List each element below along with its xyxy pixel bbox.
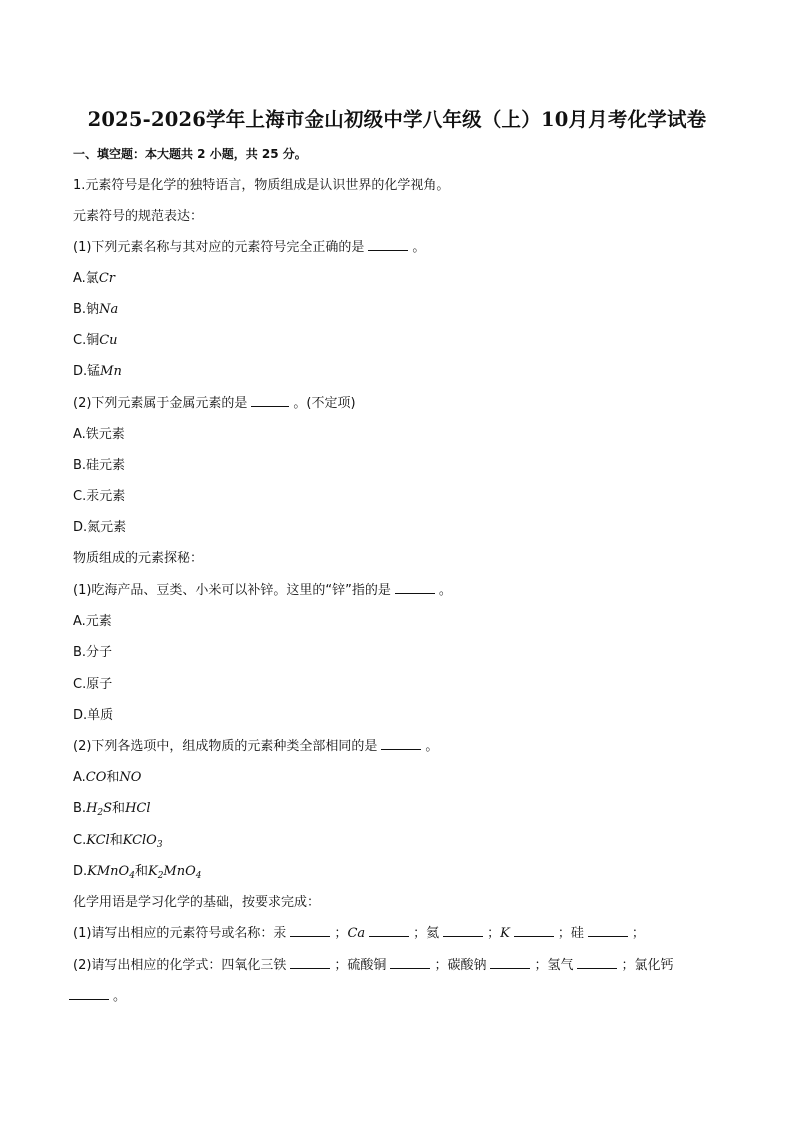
part-2-title: 物质组成的元素探秘： bbox=[73, 551, 204, 566]
option-d bbox=[73, 363, 122, 381]
answer-blank[interactable] bbox=[514, 925, 554, 937]
part-3-question-2-continued bbox=[69, 988, 126, 1006]
part-1-question-1 bbox=[73, 239, 425, 257]
question-tail: 。 bbox=[425, 739, 439, 754]
part-2-question-1 bbox=[73, 582, 452, 600]
part-3-title: 化学用语是学习化学的基础，按要求完成： bbox=[73, 895, 321, 910]
option-label: D.锰 bbox=[73, 364, 101, 379]
subscript: 2 bbox=[97, 808, 104, 818]
option-a bbox=[73, 270, 115, 288]
option-b: B.硅元素 bbox=[73, 458, 126, 473]
question-stem: (2)下列元素属于金属元素的是 bbox=[73, 396, 248, 411]
formula: NO bbox=[119, 770, 142, 785]
answer-blank[interactable] bbox=[290, 957, 330, 969]
answer-blank[interactable] bbox=[290, 925, 330, 937]
subscript: 4 bbox=[195, 871, 202, 881]
formula: CO bbox=[85, 770, 107, 785]
option-c bbox=[73, 832, 163, 850]
formula bbox=[123, 833, 163, 848]
answer-blank[interactable] bbox=[368, 239, 408, 251]
separator: ；硅 bbox=[557, 926, 584, 941]
option-label: B.钠 bbox=[73, 302, 100, 317]
option-c bbox=[73, 332, 118, 350]
option-b bbox=[73, 800, 151, 818]
option-b bbox=[73, 301, 118, 319]
element-symbol: Mn bbox=[100, 364, 122, 379]
option-b: B.分子 bbox=[73, 645, 113, 660]
separator: ； bbox=[631, 926, 645, 941]
answer-blank[interactable] bbox=[369, 925, 409, 937]
option-label: C.铜 bbox=[73, 333, 100, 348]
separator: ；碳酸钠 bbox=[434, 958, 487, 973]
formula-part: KClO bbox=[122, 833, 157, 848]
formula-part: S bbox=[103, 801, 113, 816]
separator: ；氦 bbox=[413, 926, 440, 941]
separator: ；氢气 bbox=[534, 958, 574, 973]
question-stem: (1)吃海产品、豆类、小米可以补锌。这里的“锌”指的是 bbox=[73, 583, 391, 598]
formula-part: KMnO bbox=[87, 864, 130, 879]
question-stem: (1)请写出相应的元素符号或名称：汞 bbox=[73, 926, 287, 941]
formula bbox=[86, 801, 112, 816]
question-stem: (2)下列各选项中，组成物质的元素种类全部相同的是 bbox=[73, 739, 378, 754]
answer-blank[interactable] bbox=[577, 957, 617, 969]
separator: ；氯化钙 bbox=[621, 958, 674, 973]
element-symbol: Ca bbox=[347, 926, 366, 941]
separator: 。 bbox=[113, 989, 127, 1004]
subscript: 4 bbox=[129, 871, 135, 881]
exam-title: 2025-2026学年上海市金山初级中学八年级（上）10月月考化学试卷 bbox=[87, 108, 707, 131]
question-stem: (2)请写出相应的化学式：四氧化三铁 bbox=[73, 958, 287, 973]
option-label: A.氯 bbox=[73, 271, 99, 286]
separator: ； bbox=[334, 926, 348, 941]
option-label: D. bbox=[73, 864, 88, 879]
question-tail: 。 bbox=[412, 240, 426, 255]
element-symbol: Na bbox=[99, 302, 119, 317]
option-label: A. bbox=[73, 770, 86, 785]
conjunction: 和 bbox=[134, 864, 148, 879]
answer-blank[interactable] bbox=[390, 957, 430, 969]
part-3-question-1 bbox=[73, 925, 645, 943]
answer-blank[interactable] bbox=[443, 925, 483, 937]
option-d: D.单质 bbox=[73, 708, 114, 723]
element-symbol: Cr bbox=[98, 271, 115, 286]
answer-blank[interactable] bbox=[395, 582, 435, 594]
option-c: C.汞元素 bbox=[73, 489, 126, 504]
formula-part: H bbox=[86, 801, 98, 816]
question-stem: (1)下列元素名称与其对应的元素符号完全正确的是 bbox=[73, 240, 365, 255]
option-d bbox=[73, 863, 202, 881]
option-a: A.元素 bbox=[73, 614, 112, 629]
formula: KCl bbox=[86, 833, 110, 848]
formula bbox=[148, 864, 202, 879]
section-header: 一、填空题：本大题共 2 小题，共 25 分。 bbox=[73, 147, 307, 161]
part-1-title: 元素符号的规范表达： bbox=[73, 209, 204, 224]
element-symbol: Cu bbox=[99, 333, 118, 348]
question-tail: 。 bbox=[438, 583, 452, 598]
question-tail: 。(不定项) bbox=[293, 396, 356, 411]
option-d: D.氮元素 bbox=[73, 520, 127, 535]
answer-blank[interactable] bbox=[251, 395, 289, 407]
question-1-intro: 1.元素符号是化学的独特语言，物质组成是认识世界的化学视角。 bbox=[73, 178, 450, 193]
part-1-question-2 bbox=[73, 395, 356, 413]
answer-blank[interactable] bbox=[381, 738, 421, 750]
option-label: B. bbox=[73, 801, 87, 816]
subscript: 3 bbox=[156, 840, 163, 850]
part-2-question-2 bbox=[73, 738, 438, 756]
separator: ；硫酸铜 bbox=[334, 958, 387, 973]
option-label: C. bbox=[73, 833, 87, 848]
formula: HCl bbox=[125, 801, 151, 816]
option-a bbox=[73, 769, 141, 787]
formula-part: K bbox=[147, 864, 158, 879]
answer-blank[interactable] bbox=[588, 925, 628, 937]
conjunction: 和 bbox=[112, 801, 126, 816]
formula bbox=[87, 864, 135, 879]
conjunction: 和 bbox=[106, 770, 120, 785]
element-symbol: K bbox=[500, 926, 510, 941]
separator: ； bbox=[487, 926, 501, 941]
formula-part: MnO bbox=[163, 864, 196, 879]
conjunction: 和 bbox=[109, 833, 123, 848]
option-c: C.原子 bbox=[73, 677, 113, 692]
part-3-question-2 bbox=[73, 957, 673, 975]
subscript: 2 bbox=[157, 871, 164, 881]
answer-blank[interactable] bbox=[69, 988, 109, 1000]
answer-blank[interactable] bbox=[490, 957, 530, 969]
option-a: A.铁元素 bbox=[73, 427, 125, 442]
